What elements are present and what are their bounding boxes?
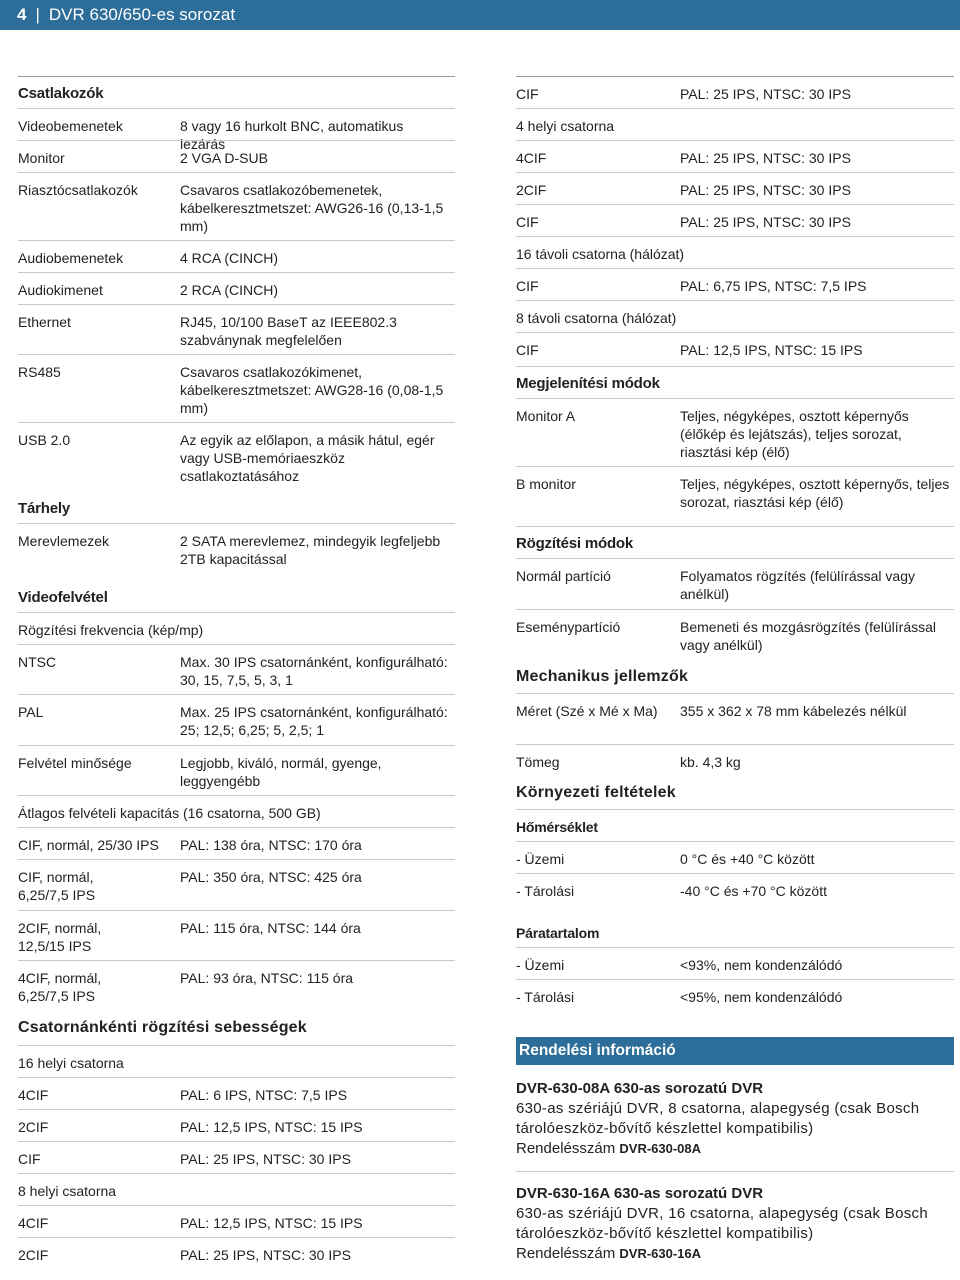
subheading-row xyxy=(516,236,954,268)
spec-label: NTSC xyxy=(18,654,57,670)
subsection-header-homerseklet xyxy=(516,809,954,841)
page-header xyxy=(0,0,960,30)
spec-row xyxy=(18,140,455,172)
spec-row xyxy=(18,108,455,152)
spec-value: PAL: 25 IPS, NTSC: 30 IPS xyxy=(180,1247,351,1263)
spec-row xyxy=(516,744,954,776)
section-title: Tárhely xyxy=(18,500,70,517)
subheading-row xyxy=(18,612,455,644)
section-title: Megjelenítési módok xyxy=(516,375,660,392)
spec-label: Felvétel minősége xyxy=(18,755,132,771)
ordering-heading: Rendelési információ xyxy=(516,1037,954,1065)
spec-label: CIF, normál, 25/30 IPS xyxy=(18,837,159,853)
subsection-title: Páratartalom xyxy=(516,925,600,941)
spec-row xyxy=(18,1077,455,1109)
spec-label: CIF xyxy=(516,86,539,102)
subheading-row xyxy=(18,1045,455,1077)
section-header-sebessegek xyxy=(18,1011,455,1045)
spec-row xyxy=(18,694,455,745)
spec-value: 355 x 362 x 78 mm kábelezés nélkül xyxy=(680,703,907,719)
spec-label: CIF xyxy=(18,1151,41,1167)
section-header-mechanikus xyxy=(516,660,954,693)
spec-row xyxy=(18,745,455,795)
page-title: DVR 630/650-es sorozat xyxy=(48,5,236,24)
order-item-description: 630-as szériájú DVR, 8 csatorna, alapegység (csak Bosch tárolóeszköz-bővítő készlettel kompatibilis) xyxy=(516,1100,920,1137)
spec-row xyxy=(18,960,455,1011)
spec-label: USB 2.0 xyxy=(18,432,71,448)
spec-label: Tömeg xyxy=(516,754,560,770)
spec-value: RJ45, 10/100 BaseT az IEEE802.3 szabványnak megfelelően xyxy=(180,314,397,348)
section-header-videofelvetel xyxy=(18,581,455,612)
spec-value: PAL: 12,5 IPS, NTSC: 15 IPS xyxy=(180,1119,363,1135)
spec-value: kb. 4,3 kg xyxy=(680,754,741,770)
spec-row xyxy=(18,422,455,492)
subheading: Rögzítési frekvencia (kép/mp) xyxy=(18,622,204,638)
order-code-label: Rendelésszám xyxy=(516,1245,616,1262)
spec-row xyxy=(18,240,455,272)
spec-label: CIF xyxy=(516,342,539,358)
order-item-title: DVR-630-16A 630-as sorozatú DVR xyxy=(516,1185,764,1202)
spec-label: PAL xyxy=(18,704,44,720)
spec-value: PAL: 6,75 IPS, NTSC: 7,5 IPS xyxy=(680,278,867,294)
spec-value: PAL: 25 IPS, NTSC: 30 IPS xyxy=(680,182,851,198)
section-header-tarhely xyxy=(18,492,455,523)
spec-row xyxy=(18,1141,455,1173)
subheading-row xyxy=(516,300,954,332)
left-column xyxy=(18,76,455,1268)
right-column xyxy=(516,76,954,1010)
spec-row xyxy=(516,466,954,526)
spec-label: CIF xyxy=(516,214,539,230)
spec-value: <95%, nem kondenzálódó xyxy=(680,989,843,1005)
spec-row xyxy=(18,354,455,422)
spec-label: Audiokimenet xyxy=(18,282,103,298)
spec-label: 2CIF xyxy=(516,182,547,198)
spec-value: Max. 25 IPS csatornánként, konfigurálható: 25; 12,5; 6,25; 5, 2,5; 1 xyxy=(180,704,448,738)
spec-value: Max. 30 IPS csatornánként, konfigurálható: 30, 15, 7,5, 5, 3, 1 xyxy=(180,654,448,688)
spec-value: PAL: 350 óra, NTSC: 425 óra xyxy=(180,869,362,885)
spec-label: - Tárolási xyxy=(516,883,575,899)
section-title: Csatlakozók xyxy=(18,85,104,102)
spec-value: Bemeneti és mozgásrögzítés (felülírással vagy anélkül) xyxy=(680,619,936,653)
spec-value: 8 vagy 16 hurkolt BNC, automatikus lezárás xyxy=(180,118,404,152)
spec-value: Csavaros csatlakozóbemenetek, kábelkeresztmetszet: AWG26-16 (0,13-1,5 mm) xyxy=(180,182,444,234)
spec-value: <93%, nem kondenzálódó xyxy=(680,957,843,973)
spec-row xyxy=(18,304,455,354)
spec-label: Monitor A xyxy=(516,408,576,424)
spec-value: Csavaros csatlakozókimenet, kábelkeresztmetszet: AWG28-16 (0,08-1,5 mm) xyxy=(180,364,444,416)
spec-label: B monitor xyxy=(516,476,576,492)
subsection-title: Hőmérséklet xyxy=(516,819,598,835)
spec-row xyxy=(18,172,455,240)
spec-label: RS485 xyxy=(18,364,61,380)
spec-row xyxy=(516,873,954,916)
spec-label: 4CIF xyxy=(516,150,547,166)
order-item xyxy=(516,1171,954,1264)
spec-value: 2 VGA D-SUB xyxy=(180,150,268,166)
subsection-header-paratartalom xyxy=(516,916,954,947)
section-title: Videofelvétel xyxy=(18,589,108,606)
subheading-row xyxy=(18,795,455,827)
spec-label: CIF, normál, 6,25/7,5 IPS xyxy=(18,869,96,903)
spec-value: PAL: 25 IPS, NTSC: 30 IPS xyxy=(680,150,851,166)
spec-value: PAL: 6 IPS, NTSC: 7,5 IPS xyxy=(180,1087,348,1103)
subheading: Átlagos felvételi kapacitás (16 csatorna, 500 GB) xyxy=(18,805,321,821)
spec-row xyxy=(516,140,954,172)
spec-row xyxy=(516,609,954,660)
spec-row xyxy=(516,841,954,873)
spec-value: -40 °C és +70 °C között xyxy=(680,883,827,899)
spec-row xyxy=(18,272,455,304)
spec-row xyxy=(18,1237,455,1268)
spec-label: 2CIF xyxy=(18,1247,49,1263)
spec-value: 2 SATA merevlemez, mindegyik legfeljebb 2TB kapacitással xyxy=(180,533,441,567)
spec-label: 2CIF, normál, 12,5/15 IPS xyxy=(18,920,102,954)
spec-value: 2 RCA (CINCH) xyxy=(180,282,279,298)
spec-row xyxy=(516,76,954,108)
spec-label: Riasztócsatlakozók xyxy=(18,182,138,198)
spec-row xyxy=(18,1205,455,1237)
spec-value: Teljes, négyképes, osztott képernyős, teljes sorozat, riasztási kép (élő) xyxy=(680,476,950,510)
spec-value: Teljes, négyképes, osztott képernyős (élőkép és lejátszás), teljes sorozat, riasztási kép (élő) xyxy=(680,408,909,460)
spec-label: Monitor xyxy=(18,150,65,166)
section-header-megjelenites xyxy=(516,366,954,398)
spec-value: 4 RCA (CINCH) xyxy=(180,250,279,266)
spec-row xyxy=(516,204,954,236)
page-number: 4 xyxy=(17,5,27,24)
spec-label: Normál partíció xyxy=(516,568,611,584)
spec-value: PAL: 138 óra, NTSC: 170 óra xyxy=(180,837,362,853)
subheading: 16 helyi csatorna xyxy=(18,1055,124,1071)
spec-label: Méret (Szé x Mé x Ma) xyxy=(516,703,658,719)
order-item-code-line xyxy=(516,1244,954,1264)
spec-value: PAL: 12,5 IPS, NTSC: 15 IPS xyxy=(680,342,863,358)
spec-label: Audiobemenetek xyxy=(18,250,124,266)
spec-value: Legjobb, kiváló, normál, gyenge, leggyengébb xyxy=(180,755,382,789)
order-code: DVR-630-08A xyxy=(619,1141,702,1156)
spec-row xyxy=(516,947,954,979)
order-item-description: 630-as szériájú DVR, 16 csatorna, alapegység (csak Bosch tárolóeszköz-bővítő készlettel kompatibilis) xyxy=(516,1205,928,1242)
spec-row xyxy=(516,268,954,300)
subheading-row xyxy=(18,1173,455,1205)
section-title: Mechanikus jellemzők xyxy=(516,668,689,685)
spec-row xyxy=(18,1109,455,1141)
spec-row xyxy=(516,172,954,204)
spec-label: 2CIF xyxy=(18,1119,49,1135)
ordering-section xyxy=(516,1037,954,1264)
spec-value: PAL: 12,5 IPS, NTSC: 15 IPS xyxy=(180,1215,363,1231)
order-item-title: DVR-630-08A 630-as sorozatú DVR xyxy=(516,1080,764,1097)
spec-row xyxy=(18,827,455,859)
spec-row xyxy=(516,693,954,744)
subheading: 8 távoli csatorna (hálózat) xyxy=(516,310,677,326)
section-header-rogzitesi xyxy=(516,526,954,558)
spec-label: Eseménypartíció xyxy=(516,619,621,635)
spec-row xyxy=(516,558,954,609)
subheading: 16 távoli csatorna (hálózat) xyxy=(516,246,685,262)
spec-label: Merevlemezek xyxy=(18,533,110,549)
spec-row xyxy=(18,644,455,694)
spec-label: CIF xyxy=(516,278,539,294)
spec-value: PAL: 25 IPS, NTSC: 30 IPS xyxy=(680,86,851,102)
section-header-kornyezeti xyxy=(516,776,954,809)
spec-label: - Üzemi xyxy=(516,957,565,973)
section-title: Csatornánkénti rögzítési sebességek xyxy=(18,1019,307,1036)
section-title: Környezeti feltételek xyxy=(516,784,676,801)
spec-value: 0 °C és +40 °C között xyxy=(680,851,815,867)
spec-label: - Üzemi xyxy=(516,851,565,867)
spec-value: PAL: 93 óra, NTSC: 115 óra xyxy=(180,970,354,986)
subheading-row xyxy=(516,108,954,140)
spec-row xyxy=(516,979,954,1010)
subheading: 8 helyi csatorna xyxy=(18,1183,117,1199)
spec-label: Videobemenetek xyxy=(18,118,123,134)
order-code-label: Rendelésszám xyxy=(516,1140,616,1157)
header-separator: | xyxy=(35,5,40,24)
spec-label: - Tárolási xyxy=(516,989,575,1005)
spec-value: Az egyik az előlapon, a másik hátul, egér vagy USB-memóriaeszköz csatlakoztatásához xyxy=(180,432,435,484)
spec-value: PAL: 25 IPS, NTSC: 30 IPS xyxy=(680,214,851,230)
spec-value: PAL: 115 óra, NTSC: 144 óra xyxy=(180,920,361,936)
spec-row xyxy=(18,859,455,910)
spec-label: 4CIF xyxy=(18,1087,49,1103)
section-header-csatlakozok xyxy=(18,76,455,108)
spec-label: 4CIF xyxy=(18,1215,49,1231)
section-title: Rögzítési módok xyxy=(516,535,634,552)
order-item-code-line xyxy=(516,1139,954,1159)
spec-value: Folyamatos rögzítés (felülírással vagy anélkül) xyxy=(680,568,915,602)
order-item xyxy=(516,1079,954,1159)
subheading: 4 helyi csatorna xyxy=(516,118,615,134)
spec-label: Ethernet xyxy=(18,314,71,330)
spec-row xyxy=(18,910,455,960)
spec-row xyxy=(516,332,954,366)
spec-row xyxy=(18,523,455,581)
spec-value: PAL: 25 IPS, NTSC: 30 IPS xyxy=(180,1151,351,1167)
order-code: DVR-630-16A xyxy=(619,1246,702,1261)
spec-label: 4CIF, normál, 6,25/7,5 IPS xyxy=(18,970,102,1004)
spec-row xyxy=(516,398,954,466)
